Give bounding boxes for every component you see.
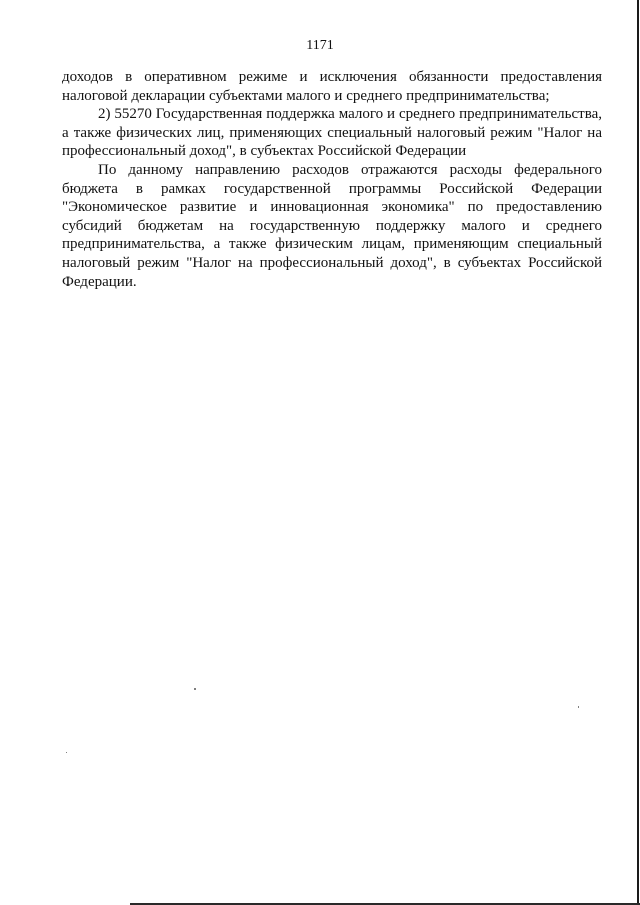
scan-edge-right	[637, 0, 639, 905]
page-number: 1171	[306, 38, 334, 53]
paragraph-continuation: доходов в оперативном режиме и исключения обязанности предоставления налоговой декларации субъектами малого и среднего предпринимательства;	[62, 69, 602, 104]
paragraph-item-2: 2) 55270 Государственная поддержка малого и среднего предпринимательства, а также физических лиц, применяющих специальный налоговый режим "Налог на профессиональный доход", в субъектах Российской Федерации	[62, 106, 602, 160]
scan-speck	[66, 752, 67, 753]
scan-speck	[578, 706, 579, 708]
paragraph-description: По данному направлению расходов отражаются расходы федерального бюджета в рамках государственной программы Российской Федерации "Экономическое развитие и инновационная экономика" по предоставлению субсидий бюджетам на государственную поддержку малого и среднего предпринимательства, а также физическим лицам, применяющим специальный налоговый режим "Налог на профессиональный доход", в субъектах Российской Федерации.	[62, 161, 602, 290]
document-body	[62, 68, 602, 291]
scan-speck	[194, 688, 196, 690]
